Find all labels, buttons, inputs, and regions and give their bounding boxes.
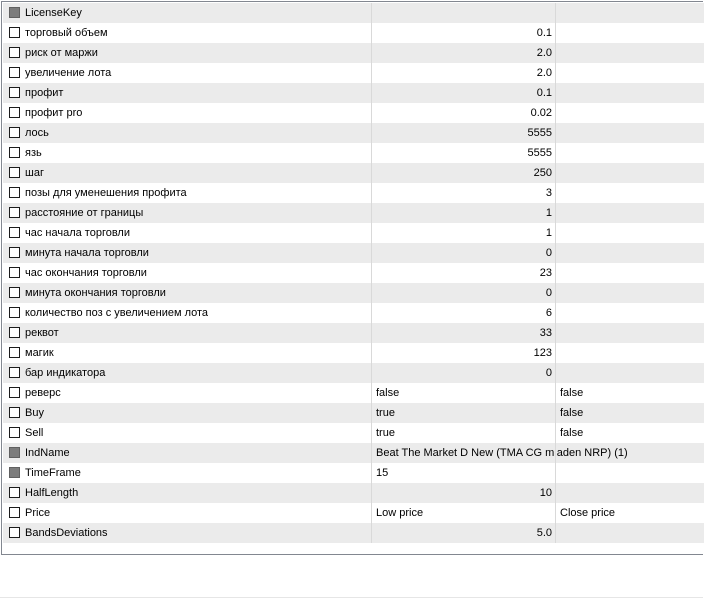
param-value[interactable]: 5555 <box>371 143 555 163</box>
param-row[interactable] <box>3 263 704 283</box>
param-name: минута окончания торговли <box>25 287 166 299</box>
param-name: LicenseKey <box>25 7 82 19</box>
param-step[interactable] <box>555 483 704 503</box>
param-step[interactable] <box>555 283 704 303</box>
param-name: магик <box>25 347 54 359</box>
param-row[interactable] <box>3 303 704 323</box>
param-value[interactable]: false <box>371 383 555 403</box>
param-row[interactable] <box>3 23 704 43</box>
param-value[interactable]: 0 <box>371 363 555 383</box>
param-row[interactable] <box>3 503 704 523</box>
param-value[interactable]: 2.0 <box>371 43 555 63</box>
param-step[interactable] <box>555 183 704 203</box>
param-row[interactable] <box>3 423 704 443</box>
param-row[interactable] <box>3 223 704 243</box>
param-step[interactable] <box>555 143 704 163</box>
param-value[interactable]: 0 <box>371 243 555 263</box>
param-name: торговый объем <box>25 27 108 39</box>
param-value[interactable]: 10 <box>371 483 555 503</box>
param-value[interactable]: true <box>371 403 555 423</box>
param-value[interactable]: 0.1 <box>371 83 555 103</box>
param-step[interactable] <box>555 83 704 103</box>
param-step[interactable] <box>555 3 704 23</box>
param-value[interactable]: 6 <box>371 303 555 323</box>
param-step[interactable] <box>555 103 704 123</box>
param-value[interactable]: 0.02 <box>371 103 555 123</box>
param-value[interactable]: 1 <box>371 223 555 243</box>
param-row[interactable] <box>3 243 704 263</box>
param-row[interactable] <box>3 463 704 483</box>
param-value[interactable]: 0 <box>371 283 555 303</box>
param-row[interactable] <box>3 443 704 463</box>
param-name: IndName <box>25 447 70 459</box>
param-value[interactable]: 15 <box>371 463 555 483</box>
param-step[interactable] <box>555 463 704 483</box>
param-row[interactable] <box>3 323 704 343</box>
param-value[interactable]: 0.1 <box>371 23 555 43</box>
param-step[interactable]: false <box>555 383 704 403</box>
param-name: язь <box>25 147 42 159</box>
param-step[interactable] <box>555 243 704 263</box>
param-row[interactable] <box>3 103 704 123</box>
param-row[interactable] <box>3 143 704 163</box>
param-step[interactable] <box>555 223 704 243</box>
param-step[interactable] <box>555 363 704 383</box>
param-row[interactable] <box>3 383 704 403</box>
bottom-divider <box>0 597 703 598</box>
param-value[interactable]: 123 <box>371 343 555 363</box>
param-step[interactable]: false <box>555 423 704 443</box>
param-name: минута начала торговли <box>25 247 149 259</box>
param-name: BandsDeviations <box>25 527 108 539</box>
param-row[interactable] <box>3 403 704 423</box>
param-row[interactable] <box>3 43 704 63</box>
param-value[interactable] <box>371 3 555 23</box>
inputs-parameter-table <box>1 1 703 555</box>
param-row[interactable] <box>3 363 704 383</box>
param-step[interactable] <box>555 23 704 43</box>
param-name: бар индикатора <box>25 367 106 379</box>
param-step[interactable] <box>555 343 704 363</box>
param-name: TimeFrame <box>25 467 81 479</box>
param-row[interactable] <box>3 483 704 503</box>
param-row[interactable] <box>3 203 704 223</box>
param-row[interactable] <box>3 183 704 203</box>
param-name: Sell <box>25 427 44 439</box>
param-step[interactable] <box>555 43 704 63</box>
param-value[interactable]: 23 <box>371 263 555 283</box>
param-row[interactable] <box>3 123 704 143</box>
param-row[interactable] <box>3 343 704 363</box>
param-name: количество поз с увеличением лота <box>25 307 209 319</box>
param-name: профит pro <box>25 107 83 119</box>
param-name: увеличение лота <box>25 67 112 79</box>
param-step[interactable] <box>555 123 704 143</box>
param-value[interactable]: 5.0 <box>371 523 555 543</box>
param-value[interactable]: Low price <box>371 503 555 523</box>
param-step[interactable] <box>555 303 704 323</box>
param-name: позы для уменешения профита <box>25 187 187 199</box>
param-name: шаг <box>25 167 44 179</box>
param-name: реверс <box>25 387 61 399</box>
param-row[interactable] <box>3 63 704 83</box>
param-name: HalfLength <box>25 487 79 499</box>
param-step[interactable] <box>555 323 704 343</box>
param-step[interactable]: false <box>555 403 704 423</box>
param-row[interactable] <box>3 163 704 183</box>
param-name: час начала торговли <box>25 227 130 239</box>
param-row[interactable] <box>3 523 704 543</box>
param-row[interactable] <box>3 3 704 23</box>
param-step[interactable] <box>555 263 704 283</box>
param-value[interactable]: 250 <box>371 163 555 183</box>
param-name: реквот <box>25 327 59 339</box>
param-value[interactable]: 5555 <box>371 123 555 143</box>
param-step[interactable] <box>555 163 704 183</box>
param-row[interactable] <box>3 83 704 103</box>
param-step[interactable] <box>555 443 704 463</box>
param-value[interactable]: true <box>371 423 555 443</box>
param-value[interactable]: 33 <box>371 323 555 343</box>
param-step[interactable] <box>555 63 704 83</box>
param-name: расстояние от границы <box>25 207 144 219</box>
param-name: Price <box>25 507 51 519</box>
param-name: час окончания торговли <box>25 267 147 279</box>
param-value[interactable]: 3 <box>371 183 555 203</box>
param-name: риск от маржи <box>25 47 98 59</box>
param-name: Buy <box>25 407 44 419</box>
param-step[interactable] <box>555 203 704 223</box>
param-name: профит <box>25 87 64 99</box>
param-name: лось <box>25 127 49 139</box>
param-value[interactable]: Beat The Market D New (TMA CG mladen NRP) (1) <box>371 443 555 463</box>
param-value[interactable]: 2.0 <box>371 63 555 83</box>
param-value[interactable]: 1 <box>371 203 555 223</box>
param-row[interactable] <box>3 283 704 303</box>
param-step[interactable] <box>555 523 704 543</box>
param-step[interactable]: Close price <box>555 503 704 523</box>
